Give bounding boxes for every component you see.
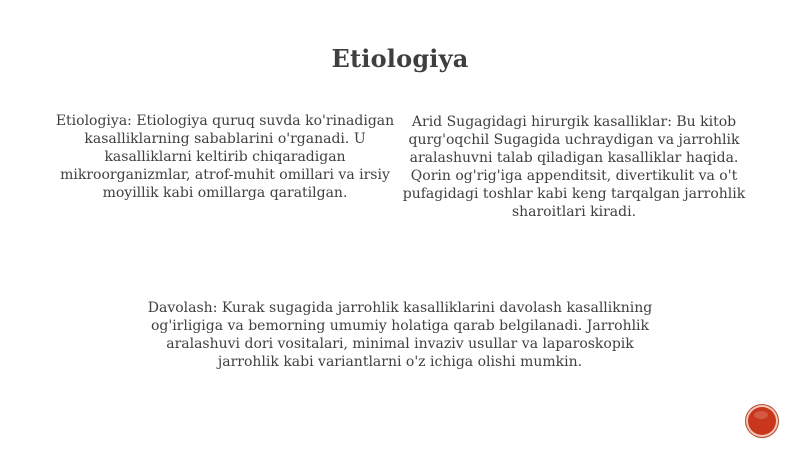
button-highlight [754, 411, 768, 419]
treatment-text-block: Davolash: Kurak sugagida jarrohlik kasalliklarini davolash kasallikning og'irligiga va bemorning umumiy holatiga qarab belgilanadi. Jarrohlik aralashuvi dori vositalari, minimal invaziv usullar va laparoskopik jarrohlik kabi variantlarni o'z ichiga olishi mumkin. [147, 300, 653, 370]
circle-button-icon[interactable] [748, 407, 776, 435]
surgical-diseases-text-block: Arid Sugagidagi hirurgik kasalliklar: Bu kitob qurg'oqchil Sugagida uchraydigan va jarrohlik aralashuvni talab qiladigan kasalliklar haqida. Qorin og'rig'iga appenditsit, divertikulit va o't pufagidagi toshlar kabi keng tarqalgan jarrohlik sharoitlari kiradi. [402, 114, 746, 220]
slide-title: Etiologiya [331, 44, 469, 74]
etiology-text-block: Etiologiya: Etiologiya quruq suvda ko'rinadigan kasalliklarning sabablarini o'rganadi. U kasalliklarni keltirib chiqaradigan mikroorganizmlar, atrof-muhit omillari va irsiy moyillik kabi omillarga qaratilgan. [55, 113, 395, 201]
